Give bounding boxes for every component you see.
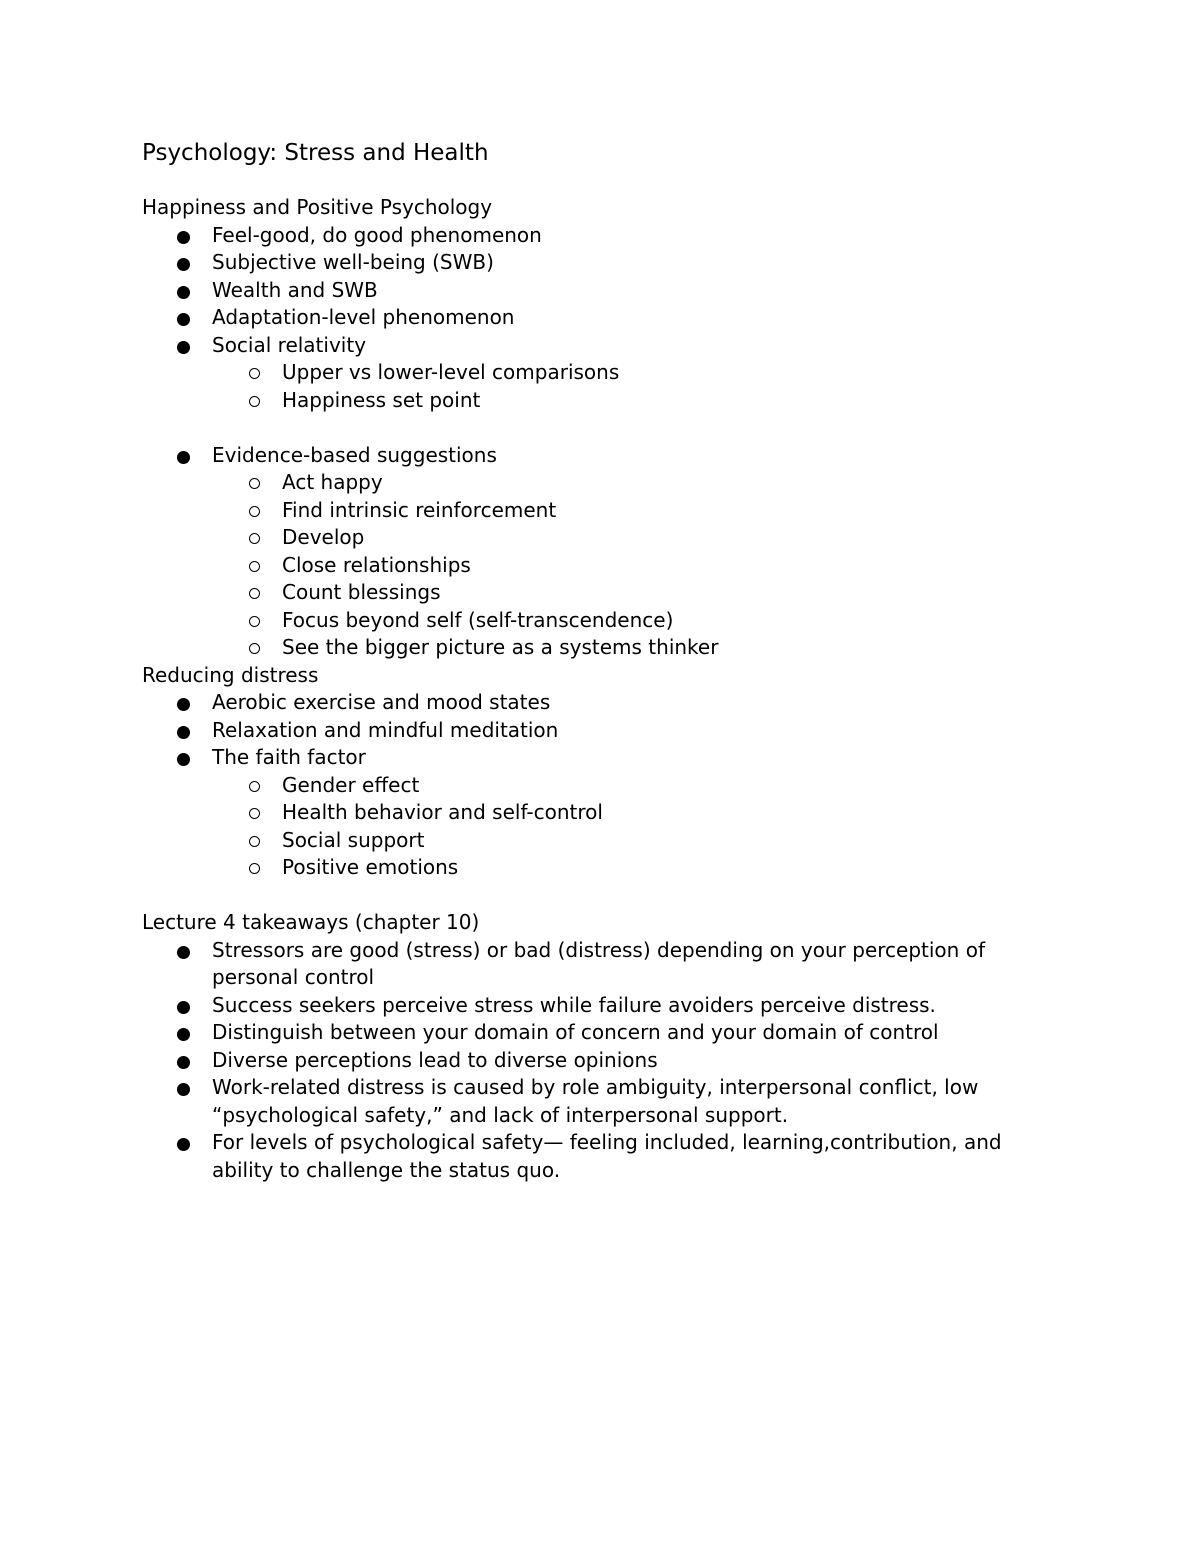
blank-line xyxy=(142,414,1082,442)
section-heading: Reducing distress xyxy=(142,662,319,687)
list-item: Work-related distress is caused by role ambiguity, interpersonal conflict, low “psychological safety,” and lack of interpersonal support. xyxy=(142,1074,1082,1129)
list-item: Stressors are good (stress) or bad (distress) depending on your perception of personal control xyxy=(142,937,1082,992)
hollow-bullet-icon xyxy=(249,368,260,379)
filled-bullet-icon xyxy=(177,1083,190,1096)
section-heading: Happiness and Positive Psychology xyxy=(142,195,493,219)
list-item: The faith factor xyxy=(142,744,1082,772)
list-item: Relaxation and mindful meditation xyxy=(142,717,1082,745)
list-item: Adaptation-level phenomenon xyxy=(142,304,1082,332)
hollow-bullet-icon xyxy=(249,561,260,572)
sub-list-item: Gender effect xyxy=(142,772,1082,800)
sub-list-item: Upper vs lower-level comparisons xyxy=(142,359,1082,387)
filled-bullet-icon xyxy=(177,753,190,766)
hollow-bullet-icon xyxy=(249,836,260,847)
sub-list-item: Develop xyxy=(142,524,1082,552)
document-page xyxy=(142,136,1082,1184)
bullet-list xyxy=(142,937,1082,1185)
sub-list-item: Act happy xyxy=(142,469,1082,497)
sub-list-item: Find intrinsic reinforcement xyxy=(142,497,1082,525)
hollow-bullet-icon xyxy=(249,863,260,874)
section-heading: Lecture 4 takeaways (chapter 10) xyxy=(142,910,480,934)
list-item: Evidence-based suggestions xyxy=(142,442,1082,470)
filled-bullet-icon xyxy=(177,286,190,299)
sub-list-item: Positive emotions xyxy=(142,854,1082,882)
sub-list-item: Health behavior and self-control xyxy=(142,799,1082,827)
section-happiness xyxy=(142,194,1082,662)
hollow-bullet-icon xyxy=(249,781,260,792)
list-item: Distinguish between your domain of concern and your domain of control xyxy=(142,1019,1082,1047)
document-title: Psychology: Stress and Health xyxy=(142,140,489,166)
filled-bullet-icon xyxy=(177,946,190,959)
filled-bullet-icon xyxy=(177,698,190,711)
sub-list-item: Count blessings xyxy=(142,579,1082,607)
filled-bullet-icon xyxy=(177,231,190,244)
filled-bullet-icon xyxy=(177,1138,190,1151)
hollow-bullet-icon xyxy=(249,533,260,544)
sub-list-item: Focus beyond self (self-transcendence) xyxy=(142,607,1082,635)
list-item: Social relativity xyxy=(142,332,1082,360)
list-item: For levels of psychological safety— feeling included, learning,contribution, and ability to challenge the status quo. xyxy=(142,1129,1082,1184)
sub-list-item: Happiness set point xyxy=(142,387,1082,415)
sub-list-item: Social support xyxy=(142,827,1082,855)
bullet-list xyxy=(142,222,1082,360)
hollow-bullet-icon xyxy=(249,643,260,654)
hollow-bullet-icon xyxy=(249,506,260,517)
blank-line xyxy=(142,882,1082,910)
list-item: Wealth and SWB xyxy=(142,277,1082,305)
filled-bullet-icon xyxy=(177,1056,190,1069)
bullet-list xyxy=(142,689,1082,772)
filled-bullet-icon xyxy=(177,1028,190,1041)
sub-list-item: Close relationships xyxy=(142,552,1082,580)
hollow-bullet-icon xyxy=(249,616,260,627)
sub-bullet-list xyxy=(142,772,1082,882)
bullet-list xyxy=(142,442,1082,470)
list-item: Diverse perceptions lead to diverse opinions xyxy=(142,1047,1082,1075)
filled-bullet-icon xyxy=(177,341,190,354)
filled-bullet-icon xyxy=(177,1001,190,1014)
filled-bullet-icon xyxy=(177,258,190,271)
section-reducing-distress xyxy=(142,662,1082,910)
filled-bullet-icon xyxy=(177,451,190,464)
hollow-bullet-icon xyxy=(249,808,260,819)
sub-bullet-list xyxy=(142,469,1082,662)
hollow-bullet-icon xyxy=(249,396,260,407)
section-lecture-takeaways xyxy=(142,909,1082,1184)
filled-bullet-icon xyxy=(177,313,190,326)
list-item: Success seekers perceive stress while failure avoiders perceive distress. xyxy=(142,992,1082,1020)
hollow-bullet-icon xyxy=(249,478,260,489)
sub-list-item: See the bigger picture as a systems thinker xyxy=(142,634,1082,662)
list-item: Feel-good, do good phenomenon xyxy=(142,222,1082,250)
hollow-bullet-icon xyxy=(249,588,260,599)
list-item: Subjective well-being (SWB) xyxy=(142,249,1082,277)
filled-bullet-icon xyxy=(177,726,190,739)
sub-bullet-list xyxy=(142,359,1082,414)
list-item: Aerobic exercise and mood states xyxy=(142,689,1082,717)
